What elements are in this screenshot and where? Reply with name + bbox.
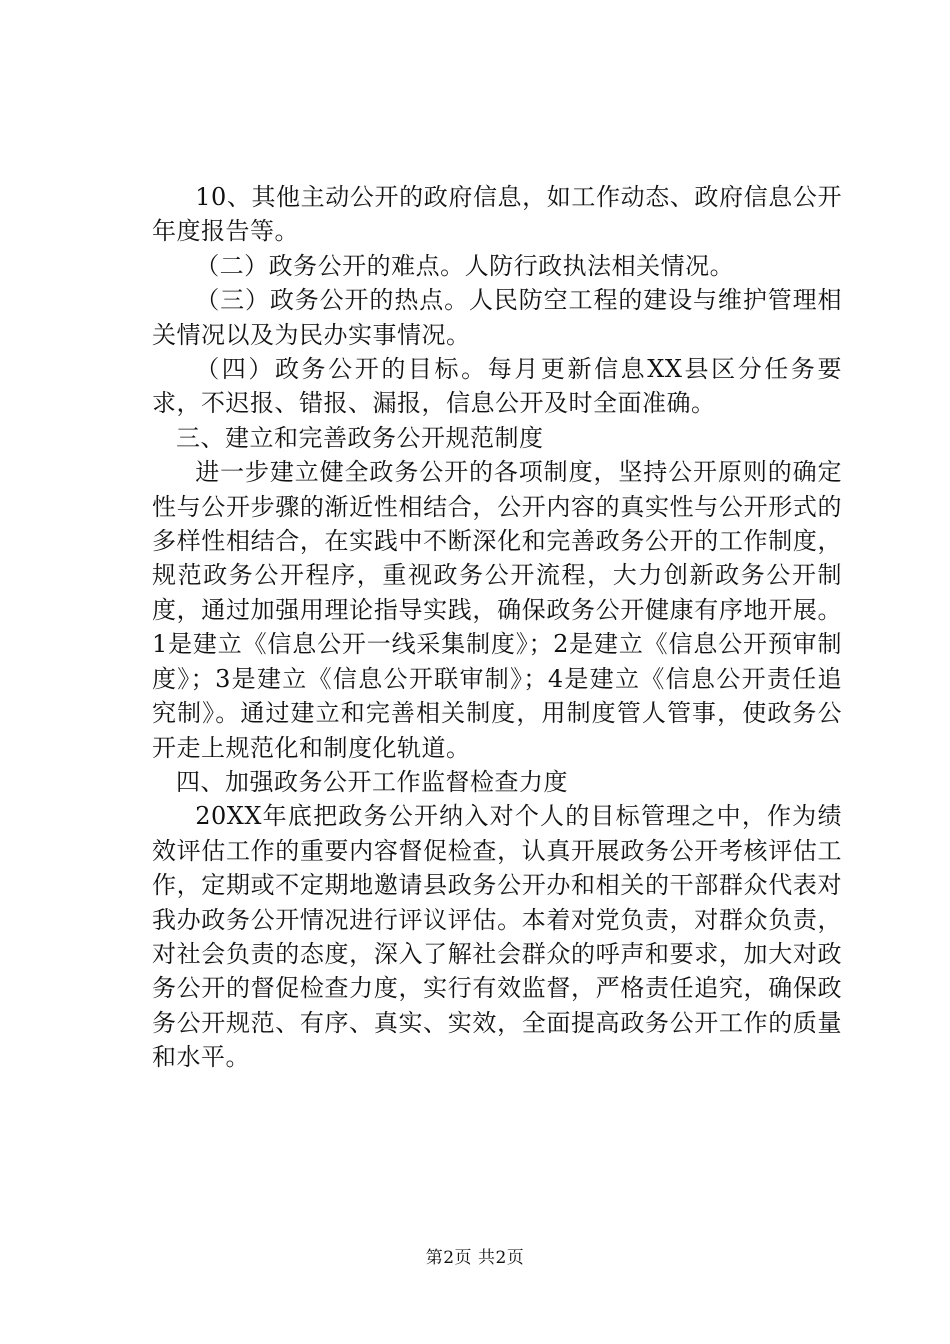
page-number-footer: 第2页 共2页 [425, 1248, 525, 1268]
paragraph-system-building: 进一步建立健全政务公开的各项制度，坚持公开原则的确定性与公开步骤的渐近性相结合，公开内容的真实性与公开形式的多样性相结合，在实践中不断深化和完善政务公开的工作制度，规范政务公开程序，重视政务公开流程，大力创新政务公开制度，通过加强用理论指导实践，确保政务公开健康有序地开展。1是建立《信息公开一线采集制度》；2是建立《信息公开预审制度》；3是建立《信息公开联审制》；4是建立《信息公开责任追究制》。通过建立和完善相关制度，用制度管人管事，使政务公开走上规范化和制度化轨道。 [152, 458, 842, 762]
section-heading-4: 四、加强政务公开工作监督检查力度 [176, 767, 568, 796]
paragraph-supervision: 20XX年底把政务公开纳入对个人的目标管理之中，作为绩效评估工作的重要内容督促检查，认真开展政务公开考核评估工作，定期或不定期地邀请县政务公开办和相关的干部群众代表对我办政务公开情况进行评议评估。本着对党负责，对群众负责，对社会负责的态度，深入了解社会群众的呼声和要求，加大对政务公开的督促检查力度，实行有效监督，严格责任追究，确保政务公开规范、有序、真实、实效，全面提高政务公开工作的质量和水平。 [152, 802, 842, 1072]
section-heading-3: 三、建立和完善政务公开规范制度 [176, 423, 544, 452]
paragraph-hotspots: （三）政务公开的热点。人民防空工程的建设与维护管理相关情况以及为民办实事情况。 [152, 286, 842, 349]
paragraph-item-10: 10、其他主动公开的政府信息，如工作动态、政府信息公开年度报告等。 [152, 183, 842, 246]
document-body [152, 180, 842, 1075]
paragraph-goals: （四）政务公开的目标。每月更新信息XX县区分任务要求，不迟报、错报、漏报，信息公开及时全面准确。 [152, 355, 842, 418]
paragraph-difficulties: （二）政务公开的难点。人防行政执法相关情况。 [195, 251, 735, 280]
